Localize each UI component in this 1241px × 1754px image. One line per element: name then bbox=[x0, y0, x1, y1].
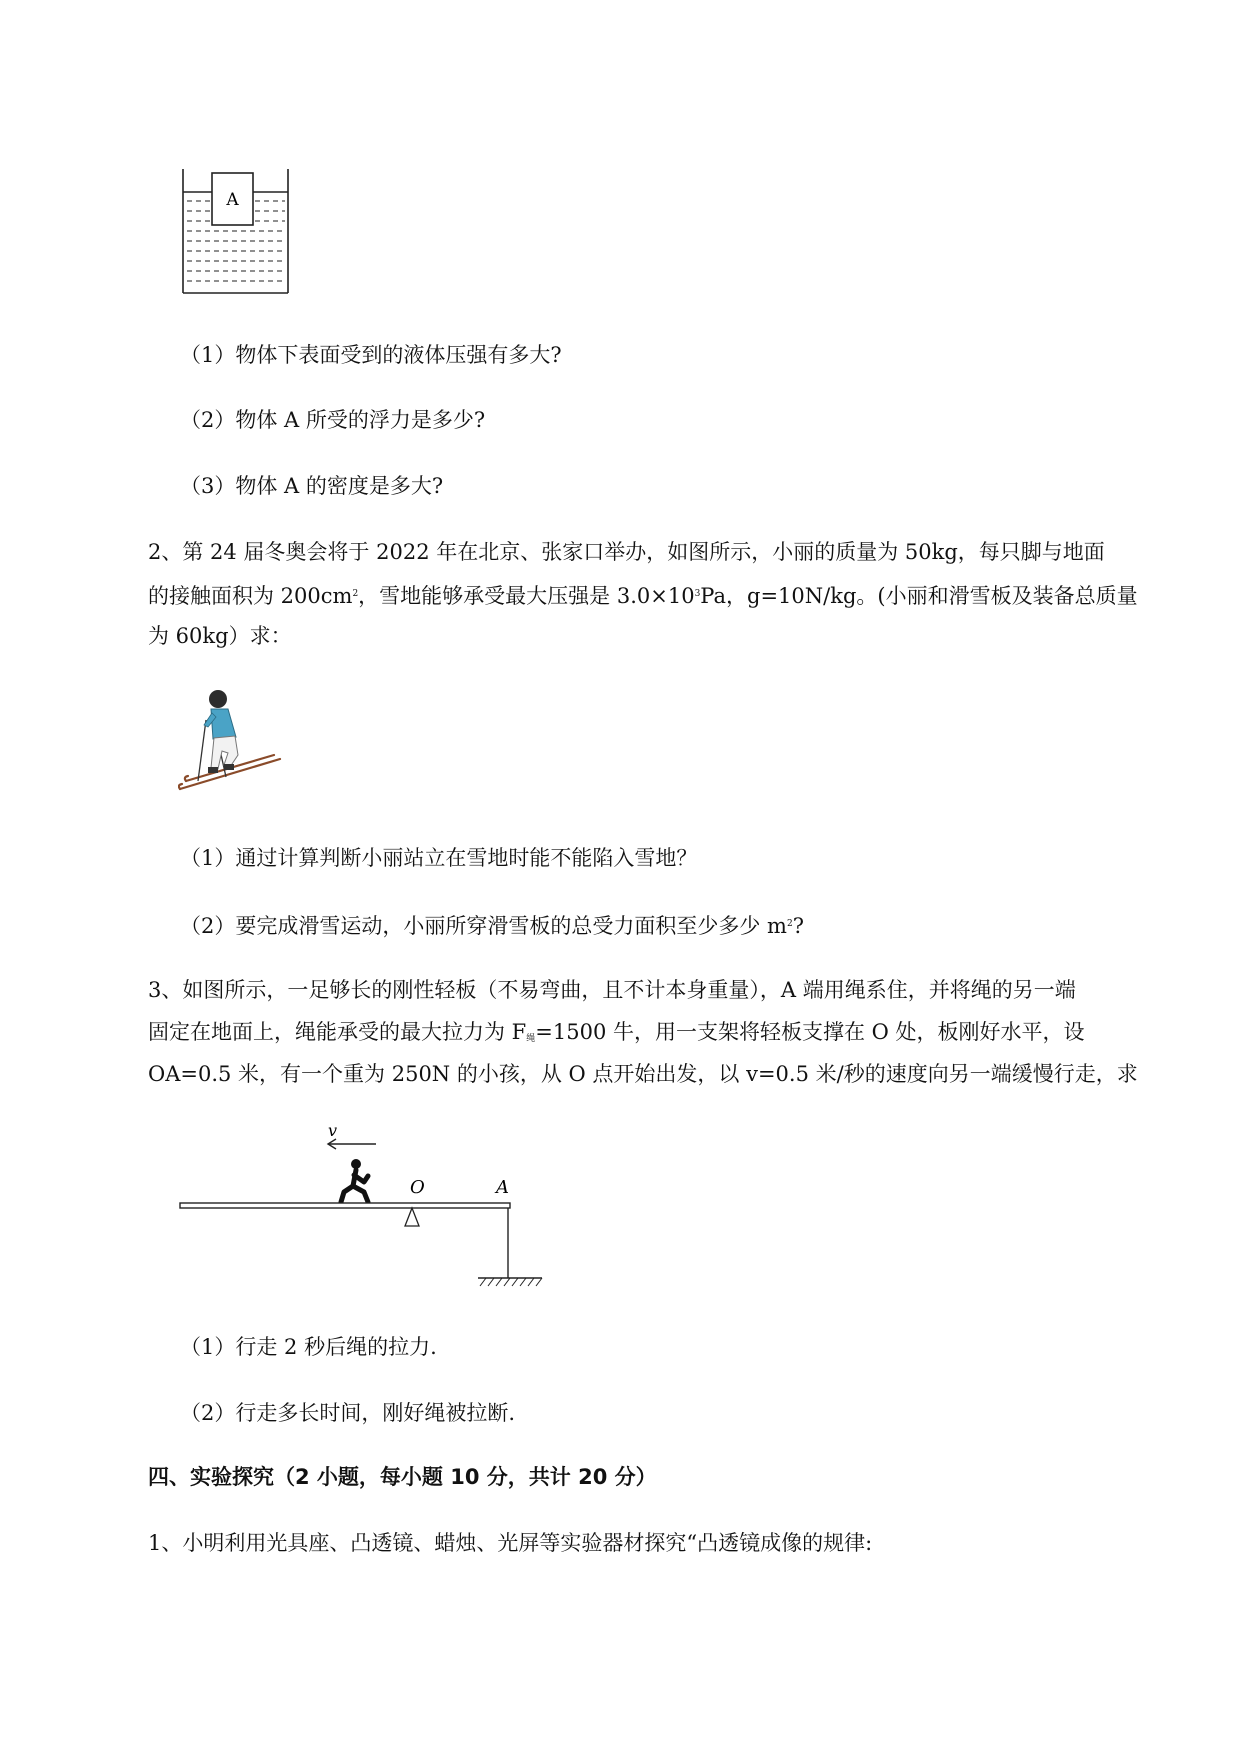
q3-sub1: （1）行走 2 秒后绳的拉力. bbox=[180, 1335, 437, 1359]
velocity-label: v bbox=[328, 1121, 338, 1140]
q1-sub3: （3）物体 A 的密度是多大? bbox=[180, 474, 444, 498]
q2-line1: 2、第 24 届冬奥会将于 2022 年在北京、张家口举办，如图所示，小丽的质量为 50kg，每只脚与地面 bbox=[148, 540, 1105, 564]
velocity-arrow bbox=[328, 1139, 376, 1149]
lever-figure bbox=[178, 1120, 548, 1295]
skier-head bbox=[209, 690, 227, 708]
q2-sub2: （2）要完成滑雪运动，小丽所穿滑雪板的总受力面积至少多少 $m^2$? bbox=[180, 914, 804, 938]
q2-sub1: （1）通过计算判断小丽站立在雪地时能不能陷入雪地？ bbox=[180, 846, 698, 870]
beaker-figure bbox=[178, 165, 298, 300]
child-figure bbox=[341, 1159, 368, 1202]
q1-sub1: （1）物体下表面受到的液体压强有多大? bbox=[180, 343, 562, 367]
skier-jacket bbox=[211, 709, 236, 739]
q3-line1: 3、如图所示，一足够长的刚性轻板（不易弯曲，且不计本身重量），A 端用绳系住，并将绳的另一端 bbox=[148, 978, 1076, 1002]
ground-hatch bbox=[480, 1278, 542, 1286]
block-a-label: A bbox=[226, 190, 239, 210]
q1-sub2: （2）物体 A 所受的浮力是多少? bbox=[180, 408, 486, 432]
q3-sub2: （2）行走多长时间，刚好绳被拉断. bbox=[180, 1401, 516, 1425]
section4-heading: 四、实验探究（2 小题，每小题 10 分，共计 20 分） bbox=[148, 1465, 657, 1489]
fulcrum bbox=[405, 1208, 419, 1226]
board bbox=[180, 1203, 510, 1208]
q3-line3: OA=0.5 米，有一个重为 250N 的小孩，从 O 点开始出发，以 v=0.5 米/秒的速度向另一端缓慢行走，求 bbox=[148, 1062, 1138, 1086]
section4-q1: 1、小明利用光具座、凸透镜、蜡烛、光屏等实验器材探究“凸透镜成像的规律: bbox=[148, 1531, 873, 1555]
end-a-label: A bbox=[496, 1177, 509, 1198]
skier-figure bbox=[178, 685, 283, 795]
q2-line3: 为 60kg）求： bbox=[148, 624, 292, 648]
q2-line2: 的接触面积为 $200cm^2$，雪地能够承受最大压强是 $3.0\times 10^3Pa$，g=10N/kg。(小丽和滑雪板及装备总质量 bbox=[148, 584, 1138, 608]
q3-line2: 固定在地面上，绳能承受的最大拉力为 $F_绳=1500$ 牛，用一支架将轻板支撑在 O 处，板刚好水平，设 bbox=[148, 1020, 1085, 1044]
pivot-o-label: O bbox=[410, 1177, 425, 1198]
